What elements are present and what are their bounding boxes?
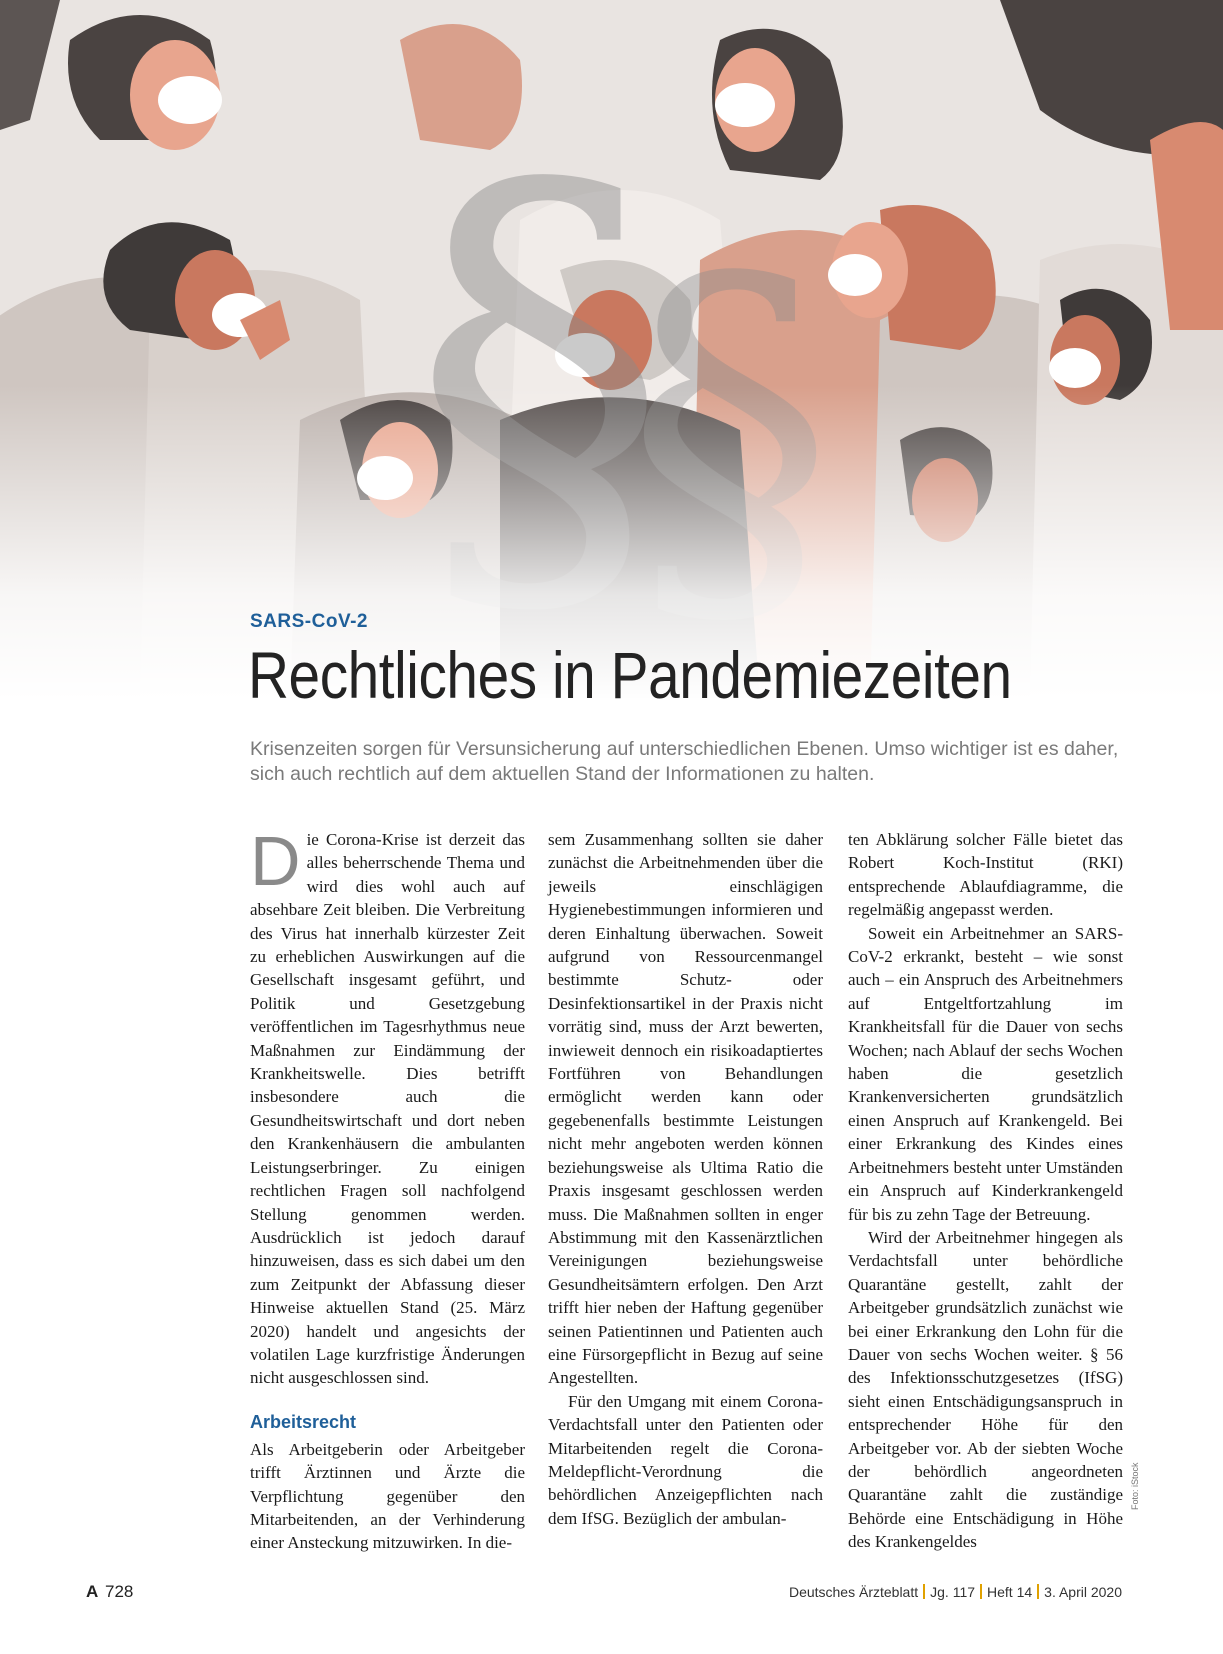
page-prefix: A bbox=[86, 1582, 99, 1601]
article-lead: Krisenzeiten sorgen für Versunsicherung auf unterschiedlichen Ebenen. Umso wichtiger ist es daher, sich auch rechtlich auf dem aktuellen Stand der Informationen zu halten. bbox=[250, 738, 1119, 785]
article-column-1 bbox=[250, 822, 525, 1555]
paragraph: Als Arbeitgeberin oder Arbeitgeber trifft Ärztinnen und Ärzte die Verpflichtung gegenüber den Mitarbeitenden, an der Verhinderung einer Ansteckung mitzuwirken. In die- bbox=[250, 1439, 525, 1553]
page-number bbox=[86, 1582, 133, 1602]
article-kicker: SARS-CoV-2 bbox=[250, 611, 368, 632]
separator bbox=[923, 1584, 925, 1599]
journal-date: 3. April 2020 bbox=[1044, 1584, 1122, 1600]
separator bbox=[1037, 1584, 1039, 1599]
separator bbox=[980, 1584, 982, 1599]
paragraph: ten Abklärung solcher Fälle bietet das Robert Koch-Institut (RKI) entsprechende Ablaufdiagramme, die regelmäßig angepasst werden. bbox=[848, 830, 1123, 920]
section-heading: Arbeitsrecht bbox=[250, 1411, 357, 1432]
paragraph: sem Zusammenhang sollten sie daher zunächst die Arbeitnehmenden über die jeweils einschlägigen Hygienebestimmungen informieren und deren Einhaltung überwachen. Soweit aufgrund von Ressourcenmangel bestimmte Schutz- oder Desinfektionsartikel in der Praxis nicht vorrätig sind, muss der Arzt bewerten, inwieweit dennoch ein risikoadaptiertes Fortführen von Behandlungen ermöglicht werden kann oder gegebenenfalls bestimmte Leistungen nicht mehr angeboten werden können beziehungsweise als Ultima Ratio die Praxis insgesamt geschlossen werden muss. Die Maßnahmen sollten in enger Abstimmung mit den Kassenärztlichen Vereinigungen beziehungsweise Gesundheitsämtern erfolgen. Den Arzt trifft hier neben der Haftung gegenüber seinen Patientinnen und Patienten auch eine Fürsorgepflicht in Bezug auf seine Angestellten. bbox=[548, 830, 823, 1388]
page-number-value: 728 bbox=[105, 1582, 134, 1601]
article-title: Rechtliches in Pandemiezeiten bbox=[248, 638, 1012, 712]
article-column-3 bbox=[848, 828, 1123, 1554]
paragraph: Wird der Arbeitnehmer hingegen als Verdachtsfall unter behördliche Quarantäne gestellt, zahlt der Arbeitgeber grundsätzlich zunächst wie bei einer Erkrankung den Lohn für die Dauer von sechs Wochen weiter. § 56 des Infektionsschutzgesetzes (IfSG) sieht einen Entschädigungsanspruch in entsprechender Höhe für den Arbeitgeber vor. Ab der siebten Woche der behördlich angeordneten Quarantäne zahlt die zuständige Behörde eine Entschädigung in Höhe des Krankengeldes bbox=[848, 1227, 1123, 1552]
photo-credit: Foto: iStock bbox=[1130, 1462, 1140, 1510]
journal-volume: Jg. 117 bbox=[930, 1584, 976, 1600]
dropcap: D bbox=[250, 822, 301, 900]
paragraph: Für den Umgang mit einem Corona-Verdachtsfall unter den Patienten oder Mitarbeitenden regelt die Corona-Meldepflicht-Verordnung die behördlichen Anzeigepflichten nach dem IfSG. Bezüglich der ambulan- bbox=[548, 1391, 823, 1528]
hero-illustration bbox=[0, 0, 1223, 700]
journal-issue: Heft 14 bbox=[987, 1584, 1033, 1600]
article-column-2 bbox=[548, 828, 823, 1530]
journal-footer bbox=[789, 1584, 1122, 1600]
paragraph: Soweit ein Arbeitnehmer an SARS-CoV-2 erkrankt, besteht – wie sonst auch – ein Anspruch des Arbeitnehmers auf Entgeltfortzahlung im Krankheitsfall für die Dauer von sechs Wochen; nach Ablauf der sechs Wochen haben die gesetzlich Krankenversicherten grundsätzlich einen Anspruch auf Krankengeld. Bei einer Erkrankung des Kindes eines Arbeitnehmers besteht unter Umständen ein Anspruch auf Kinderkrankengeld für bis zu zehn Tage der Betreuung. bbox=[848, 923, 1123, 1224]
paragraph: ie Corona-Krise ist derzeit das alles beherrschende Thema und wird dies wohl auch auf absehbare Zeit bleiben. Die Verbreitung des Virus hat innerhalb kürzester Zeit zu erheblichen Auswirkungen auf die Gesellschaft insgesamt geführt, und Politik und Gesetzgebung veröffentlichen im Tagesrhythmus neue Maßnahmen zur Eindämmung der Krankheitswelle. Dies betrifft insbesondere auch die Gesundheitswirtschaft und dort neben den Krankenhäusern die ambulanten Leistungserbringer. Zu einigen rechtlichen Fragen soll nachfolgend Stellung genommen werden. Ausdrücklich ist jedoch darauf hinzuweisen, dass es sich dabei um den zum Zeitpunkt der Abfassung dieser Hinweise aktuellen Stand (25. März 2020) handelt und angesichts der volatilen Lage kurzfristige Änderungen nicht ausgeschlossen sind. bbox=[250, 830, 525, 1388]
journal-name: Deutsches Ärzteblatt bbox=[788, 1584, 919, 1600]
